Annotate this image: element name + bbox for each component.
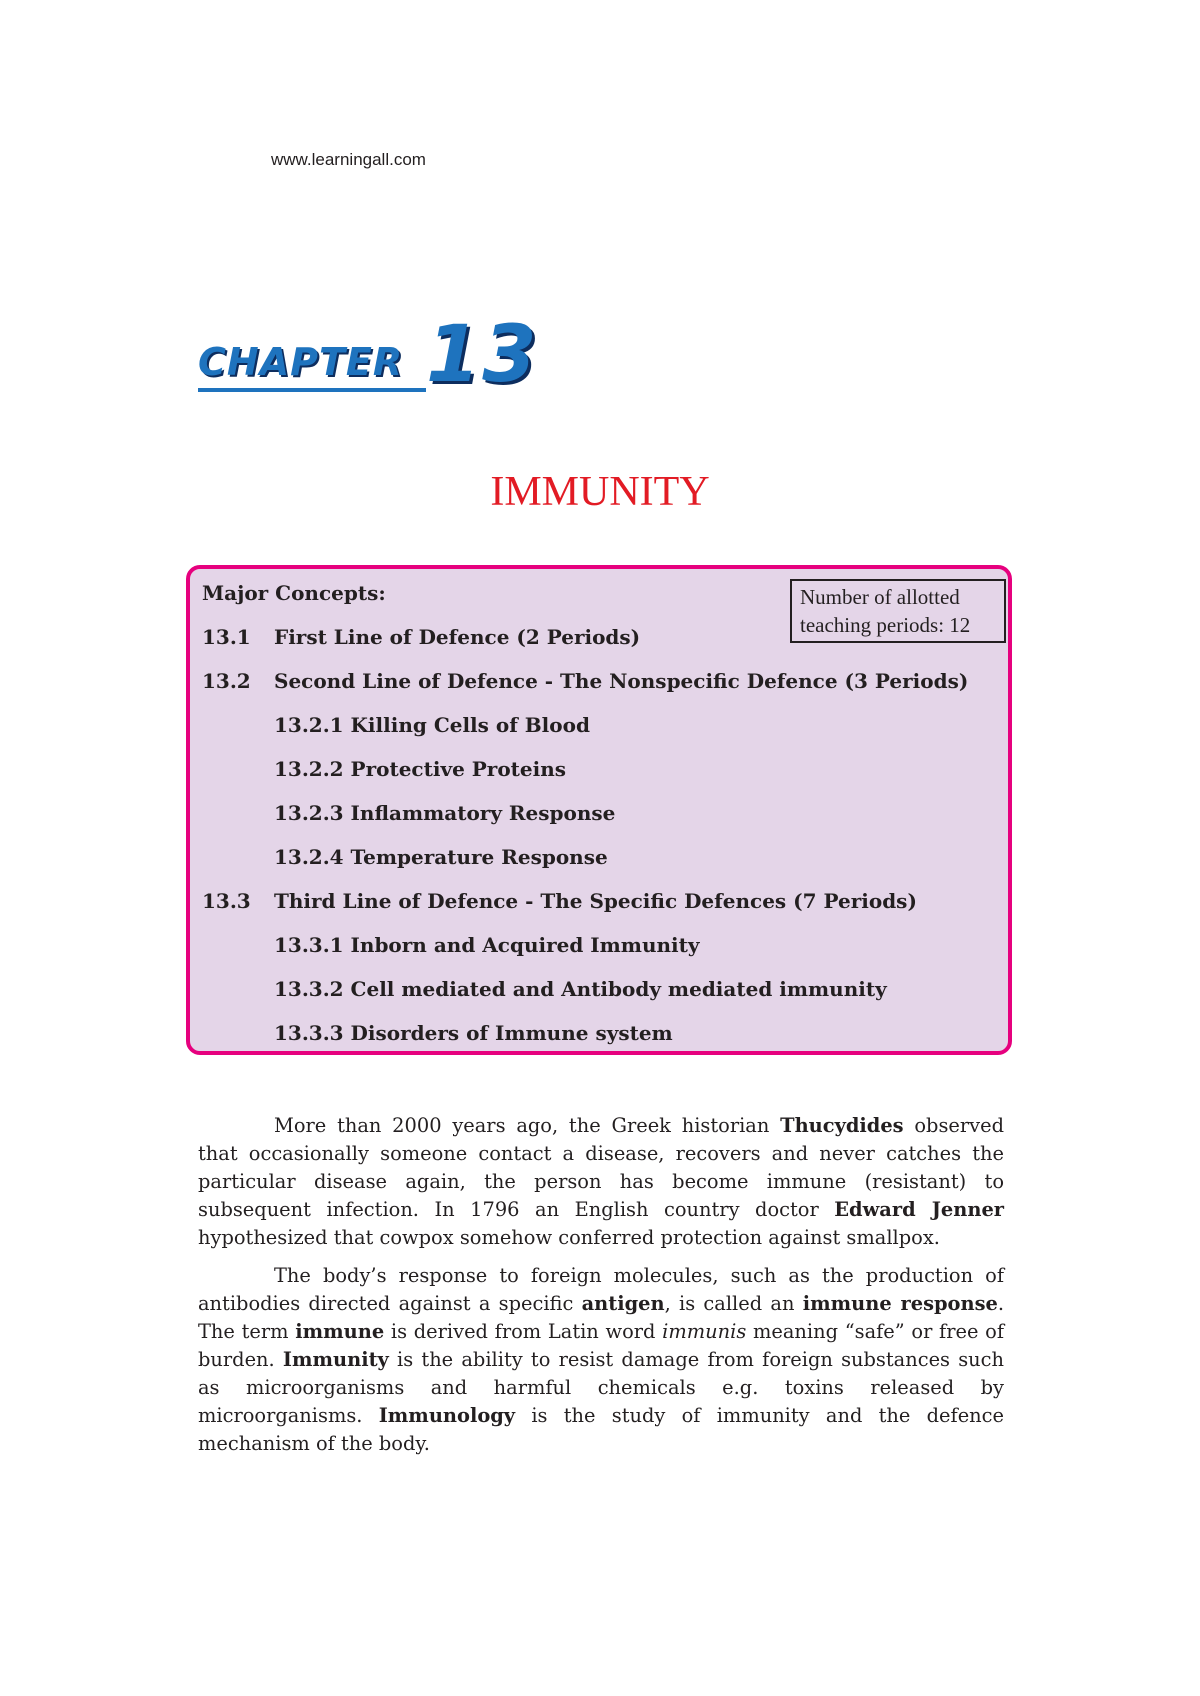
term-thucydides: Thucydides [780,1114,904,1137]
body-text [198,1112,1004,1468]
paragraph-2: The body’s response to foreign molecules, such as the production of antibodies directed against a specific antigen, is called an immune response. The term immune is derived from Latin word immunis meaning “safe” or free of burden. Immunity is the ability to resist damage from foreign substances such as microorganisms and harmful chemicals e.g. toxins released by microorganisms. Immunology is the study of immunity and the defence mechanism of the body. [198,1264,1005,1455]
concept-label: 13.2.1 Killing Cells of Blood [274,713,590,737]
chapter-word: CHAPTER [198,340,404,384]
allotted-periods-line-2: teaching periods: 12 [800,613,971,637]
term-immune: immune [295,1320,385,1343]
chapter-title: IMMUNITY [490,469,710,515]
concept-number: 13.3 [202,889,251,913]
paragraph-1: More than 2000 years ago, the Greek historian Thucydides observed that occasionally someone contact a disease, recovers and never catches the particular disease again, the person has become immune (resistant) to subsequent infection. In 1796 an English country doctor Edward Jenner hypothesized that cowpox somehow conferred protection against smallpox. [198,1114,1004,1249]
term-immunity: Immunity [282,1348,389,1371]
chapter-number: 13 [426,310,539,400]
major-concepts-box [186,565,1012,1055]
allotted-periods-line-1: Number of allotted [800,585,960,609]
concept-label: First Line of Defence (2 Periods) [274,625,641,649]
chapter-heading [198,310,598,408]
concept-label: 13.3.3 Disorders of Immune system [274,1021,673,1045]
term-edward-jenner: Edward Jenner [834,1198,1004,1221]
concept-label: 13.2.2 Protective Proteins [274,757,567,781]
major-concepts-heading: Major Concepts: [202,581,386,605]
term-immunology: Immunology [378,1404,516,1427]
allotted-periods-box [790,579,1006,643]
concept-label: Third Line of Defence - The Specific Defences (7 Periods) [274,889,917,913]
concept-label: 13.3.2 Cell mediated and Antibody mediated immunity [274,977,887,1001]
concept-label: 13.2.3 Inflammatory Response [274,801,616,825]
concept-label: 13.2.4 Temperature Response [274,845,608,869]
site-url[interactable]: www.learningall.com [271,150,426,169]
term-immunis: immunis [662,1320,747,1343]
concept-number: 13.1 [202,625,251,649]
concept-label: Second Line of Defence - The Nonspecific Defence (3 Periods) [274,669,969,693]
concept-number: 13.2 [202,669,251,693]
term-immune-response: immune response [802,1292,998,1315]
term-antigen: antigen [581,1292,665,1315]
chapter-underline [198,388,426,392]
concept-label: 13.3.1 Inborn and Acquired Immunity [274,933,700,957]
